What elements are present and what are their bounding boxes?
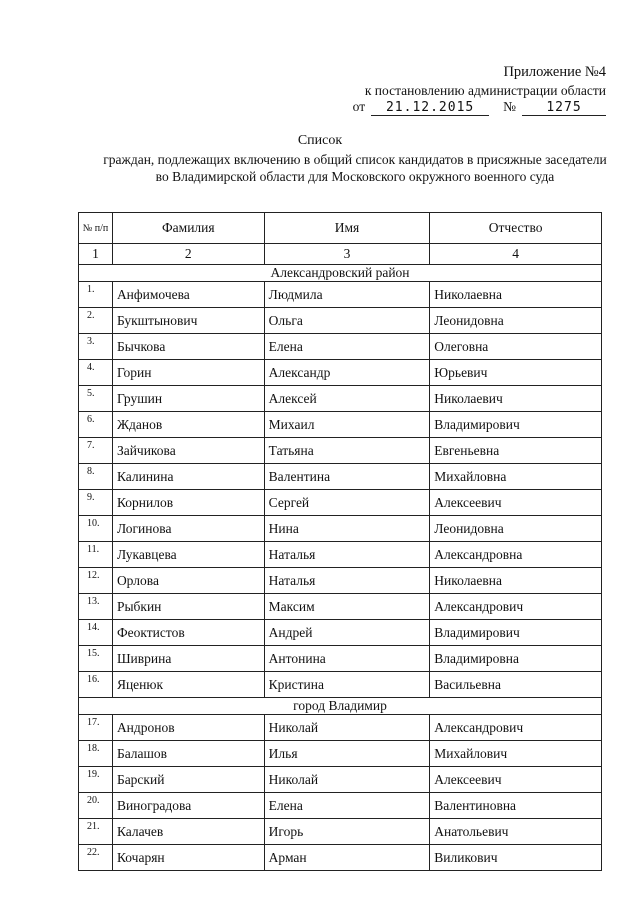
name-cell: Наталья — [264, 542, 430, 568]
row-number: 17. — [79, 715, 113, 741]
header-patronymic: Отчество — [430, 213, 602, 244]
section-row — [79, 265, 602, 282]
table-header-row — [79, 213, 602, 244]
surname-cell: Шиврина — [112, 646, 264, 672]
surname-cell: Барский — [112, 767, 264, 793]
row-number: 9. — [79, 490, 113, 516]
table-row — [79, 464, 602, 490]
table-row — [79, 516, 602, 542]
name-cell: Максим — [264, 594, 430, 620]
row-number: 18. — [79, 741, 113, 767]
surname-cell: Корнилов — [112, 490, 264, 516]
patronymic-cell: Валентиновна — [430, 793, 602, 819]
section-row — [79, 698, 602, 715]
header-number: № п/п — [79, 213, 113, 244]
candidates-table — [78, 212, 602, 871]
row-number: 6. — [79, 412, 113, 438]
name-cell: Елена — [264, 793, 430, 819]
patronymic-cell: Александрович — [430, 594, 602, 620]
patronymic-cell: Леонидовна — [430, 308, 602, 334]
name-cell: Антонина — [264, 646, 430, 672]
patronymic-cell: Васильевна — [430, 672, 602, 698]
table-row — [79, 646, 602, 672]
patronymic-cell: Николаевна — [430, 568, 602, 594]
table-row — [79, 672, 602, 698]
table-row — [79, 282, 602, 308]
column-number: 1 — [79, 244, 113, 265]
surname-cell: Анфимочева — [112, 282, 264, 308]
name-cell: Михаил — [264, 412, 430, 438]
name-cell: Елена — [264, 334, 430, 360]
patronymic-cell: Владимировна — [430, 646, 602, 672]
name-cell: Татьяна — [264, 438, 430, 464]
surname-cell: Грушин — [112, 386, 264, 412]
patronymic-cell: Алексеевич — [430, 490, 602, 516]
table-row — [79, 386, 602, 412]
surname-cell: Яценюк — [112, 672, 264, 698]
table-row — [79, 542, 602, 568]
row-number: 13. — [79, 594, 113, 620]
date-value: 21.12.2015 — [371, 101, 489, 116]
table-row — [79, 819, 602, 845]
patronymic-cell: Владимирович — [430, 620, 602, 646]
header-name: Имя — [264, 213, 430, 244]
patronymic-cell: Владимирович — [430, 412, 602, 438]
table-row — [79, 715, 602, 741]
name-cell: Арман — [264, 845, 430, 871]
patronymic-cell: Юрьевич — [430, 360, 602, 386]
section-title: город Владимир — [79, 698, 602, 715]
table-row — [79, 490, 602, 516]
patronymic-cell: Леонидовна — [430, 516, 602, 542]
column-number: 4 — [430, 244, 602, 265]
patronymic-cell: Виликович — [430, 845, 602, 871]
table-row — [79, 793, 602, 819]
table-row — [79, 308, 602, 334]
name-cell: Сергей — [264, 490, 430, 516]
surname-cell: Лукавцева — [112, 542, 264, 568]
table-row — [79, 741, 602, 767]
row-number: 12. — [79, 568, 113, 594]
name-cell: Николай — [264, 715, 430, 741]
patronymic-cell: Алексеевич — [430, 767, 602, 793]
name-cell: Игорь — [264, 819, 430, 845]
surname-cell: Калачев — [112, 819, 264, 845]
row-number: 4. — [79, 360, 113, 386]
name-cell: Николай — [264, 767, 430, 793]
list-title: Список — [297, 133, 343, 148]
appendix-title: Приложение №4 — [503, 64, 606, 80]
row-number: 20. — [79, 793, 113, 819]
surname-cell: Феоктистов — [112, 620, 264, 646]
row-number: 3. — [79, 334, 113, 360]
header-surname: Фамилия — [112, 213, 264, 244]
name-cell: Андрей — [264, 620, 430, 646]
row-number: 5. — [79, 386, 113, 412]
patronymic-cell: Евгеньевна — [430, 438, 602, 464]
row-number: 7. — [79, 438, 113, 464]
patronymic-cell: Михайловна — [430, 464, 602, 490]
table-row — [79, 845, 602, 871]
patronymic-cell: Олеговна — [430, 334, 602, 360]
table-row — [79, 620, 602, 646]
name-cell: Илья — [264, 741, 430, 767]
surname-cell: Андронов — [112, 715, 264, 741]
column-number: 2 — [112, 244, 264, 265]
surname-cell: Букштынович — [112, 308, 264, 334]
row-number: 11. — [79, 542, 113, 568]
table-row — [79, 438, 602, 464]
surname-cell: Виноградова — [112, 793, 264, 819]
column-number: 3 — [264, 244, 430, 265]
name-cell: Людмила — [264, 282, 430, 308]
number-label: № — [503, 99, 516, 114]
name-cell: Ольга — [264, 308, 430, 334]
table-row — [79, 360, 602, 386]
row-number: 14. — [79, 620, 113, 646]
surname-cell: Орлова — [112, 568, 264, 594]
name-cell: Валентина — [264, 464, 430, 490]
date-label: от — [352, 99, 366, 114]
patronymic-cell: Николаевна — [430, 282, 602, 308]
patronymic-cell: Николаевич — [430, 386, 602, 412]
patronymic-cell: Анатольевич — [430, 819, 602, 845]
table-row — [79, 412, 602, 438]
row-number: 22. — [79, 845, 113, 871]
surname-cell: Горин — [112, 360, 264, 386]
surname-cell: Зайчикова — [112, 438, 264, 464]
surname-cell: Балашов — [112, 741, 264, 767]
number-value: 1275 — [522, 101, 606, 116]
table-row — [79, 594, 602, 620]
appendix-date-line — [353, 99, 606, 116]
list-subtitle: граждан, подлежащих включению в общий список кандидатов в присяжные заседатели во Владимирской области для Московского окружного военного суда — [103, 152, 607, 184]
patronymic-cell: Михайлович — [430, 741, 602, 767]
appendix-decree: к постановлению администрации области — [364, 83, 606, 98]
patronymic-cell: Александрович — [430, 715, 602, 741]
row-number: 8. — [79, 464, 113, 490]
name-cell: Нина — [264, 516, 430, 542]
name-cell: Кристина — [264, 672, 430, 698]
table-row — [79, 568, 602, 594]
row-number: 19. — [79, 767, 113, 793]
section-title: Александровский район — [79, 265, 602, 282]
row-number: 1. — [79, 282, 113, 308]
surname-cell: Логинова — [112, 516, 264, 542]
table-body — [79, 265, 602, 871]
row-number: 10. — [79, 516, 113, 542]
row-number: 2. — [79, 308, 113, 334]
name-cell: Александр — [264, 360, 430, 386]
patronymic-cell: Александровна — [430, 542, 602, 568]
row-number: 15. — [79, 646, 113, 672]
name-cell: Алексей — [264, 386, 430, 412]
column-number-row — [79, 244, 602, 265]
row-number: 21. — [79, 819, 113, 845]
table-row — [79, 767, 602, 793]
surname-cell: Кочарян — [112, 845, 264, 871]
table-row — [79, 334, 602, 360]
surname-cell: Рыбкин — [112, 594, 264, 620]
surname-cell: Бычкова — [112, 334, 264, 360]
name-cell: Наталья — [264, 568, 430, 594]
surname-cell: Калинина — [112, 464, 264, 490]
row-number: 16. — [79, 672, 113, 698]
surname-cell: Жданов — [112, 412, 264, 438]
